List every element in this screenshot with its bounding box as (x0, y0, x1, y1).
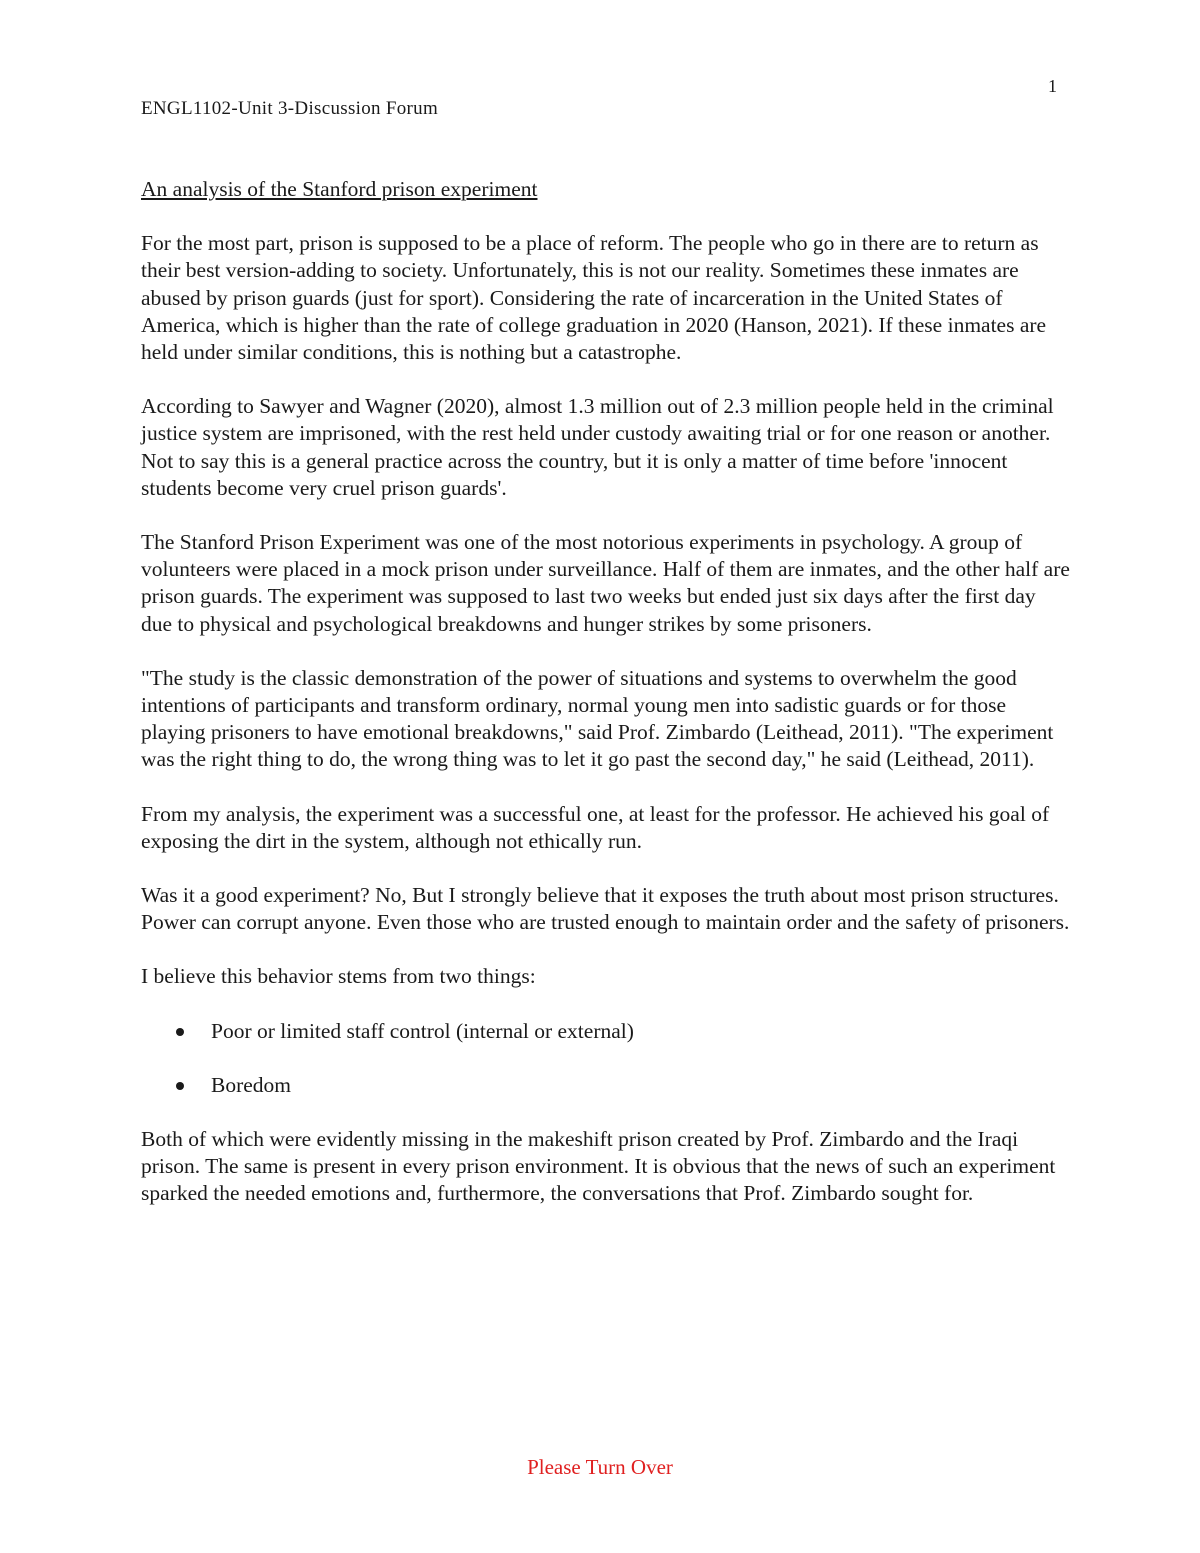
page-number: 1 (1048, 76, 1057, 96)
paragraph-6: Was it a good experiment? No, But I strongly believe that it exposes the truth about most prison structures. Power can corrupt anyone. Even those who are trusted enough to maintain order and the safety of prisoners. (141, 883, 1070, 935)
paragraph-7: I believe this behavior stems from two things: (141, 964, 536, 989)
paragraph-4: "The study is the classic demonstration of the power of situations and systems to overwhelm the good intentions of participants and transform ordinary, normal young men into sadistic guards or for those playing prisoners to have emotional breakdowns," said Prof. Zimbardo (Leithead, 2011). "The experiment was the right thing to do, the wrong thing was to let it go past the second day," he said (Leithead, 2011). (141, 665, 1054, 772)
document-title: An analysis of the Stanford prison experiment (141, 177, 538, 201)
list-item-text: Boredom (211, 1072, 292, 1097)
list-item (141, 1018, 1071, 1045)
bullet-icon (176, 1028, 184, 1036)
paragraph-5: From my analysis, the experiment was a successful one, at least for the professor. He achieved his goal of exposing the dirt in the system, although not ethically run. (141, 801, 1050, 853)
paragraph-1: For the most part, prison is supposed to be a place of reform. The people who go in there are to return as their best version-adding to society. Unfortunately, this is not our reality. Sometimes these inmates are abused by prison guards (just for sport). Considering the rate of incarceration in the United States of America, which is higher than the rate of college graduation in 2020 (Hanson, 2021). If these inmates are held under similar conditions, this is nothing but a catastrophe. (141, 231, 1047, 365)
paragraph-2: According to Sawyer and Wagner (2020), almost 1.3 million out of 2.3 million people held in the criminal justice system are imprisoned, with the rest held under custody awaiting trial or for one reason or another. Not to say this is a general practice across the country, but it is only a matter of time before 'innocent students become very cruel prison guards'. (141, 394, 1054, 500)
document-header: ENGL1102-Unit 3-Discussion Forum (141, 98, 439, 119)
footer-note: Please Turn Over (527, 1455, 673, 1479)
document-body (141, 176, 1071, 1235)
bullet-icon (176, 1082, 184, 1090)
paragraph-3: The Stanford Prison Experiment was one of the most notorious experiments in psychology. A group of volunteers were placed in a mock prison under surveillance. Half of them are inmates, and the other half are prison guards. The experiment was supposed to last two weeks but ended just six days after the first day due to physical and psychological breakdowns and hunger strikes by some prisoners. (141, 530, 1070, 636)
list-item (141, 1072, 1071, 1099)
bullet-list (141, 1018, 1071, 1099)
closing-paragraph: Both of which were evidently missing in the makeshift prison created by Prof. Zimbardo and the Iraqi prison. The same is present in every prison environment. It is obvious that the news of such an experiment sparked the needed emotions and, furthermore, the conversations that Prof. Zimbardo sought for. (141, 1127, 1056, 1206)
list-item-text: Poor or limited staff control (internal or external) (211, 1018, 634, 1043)
